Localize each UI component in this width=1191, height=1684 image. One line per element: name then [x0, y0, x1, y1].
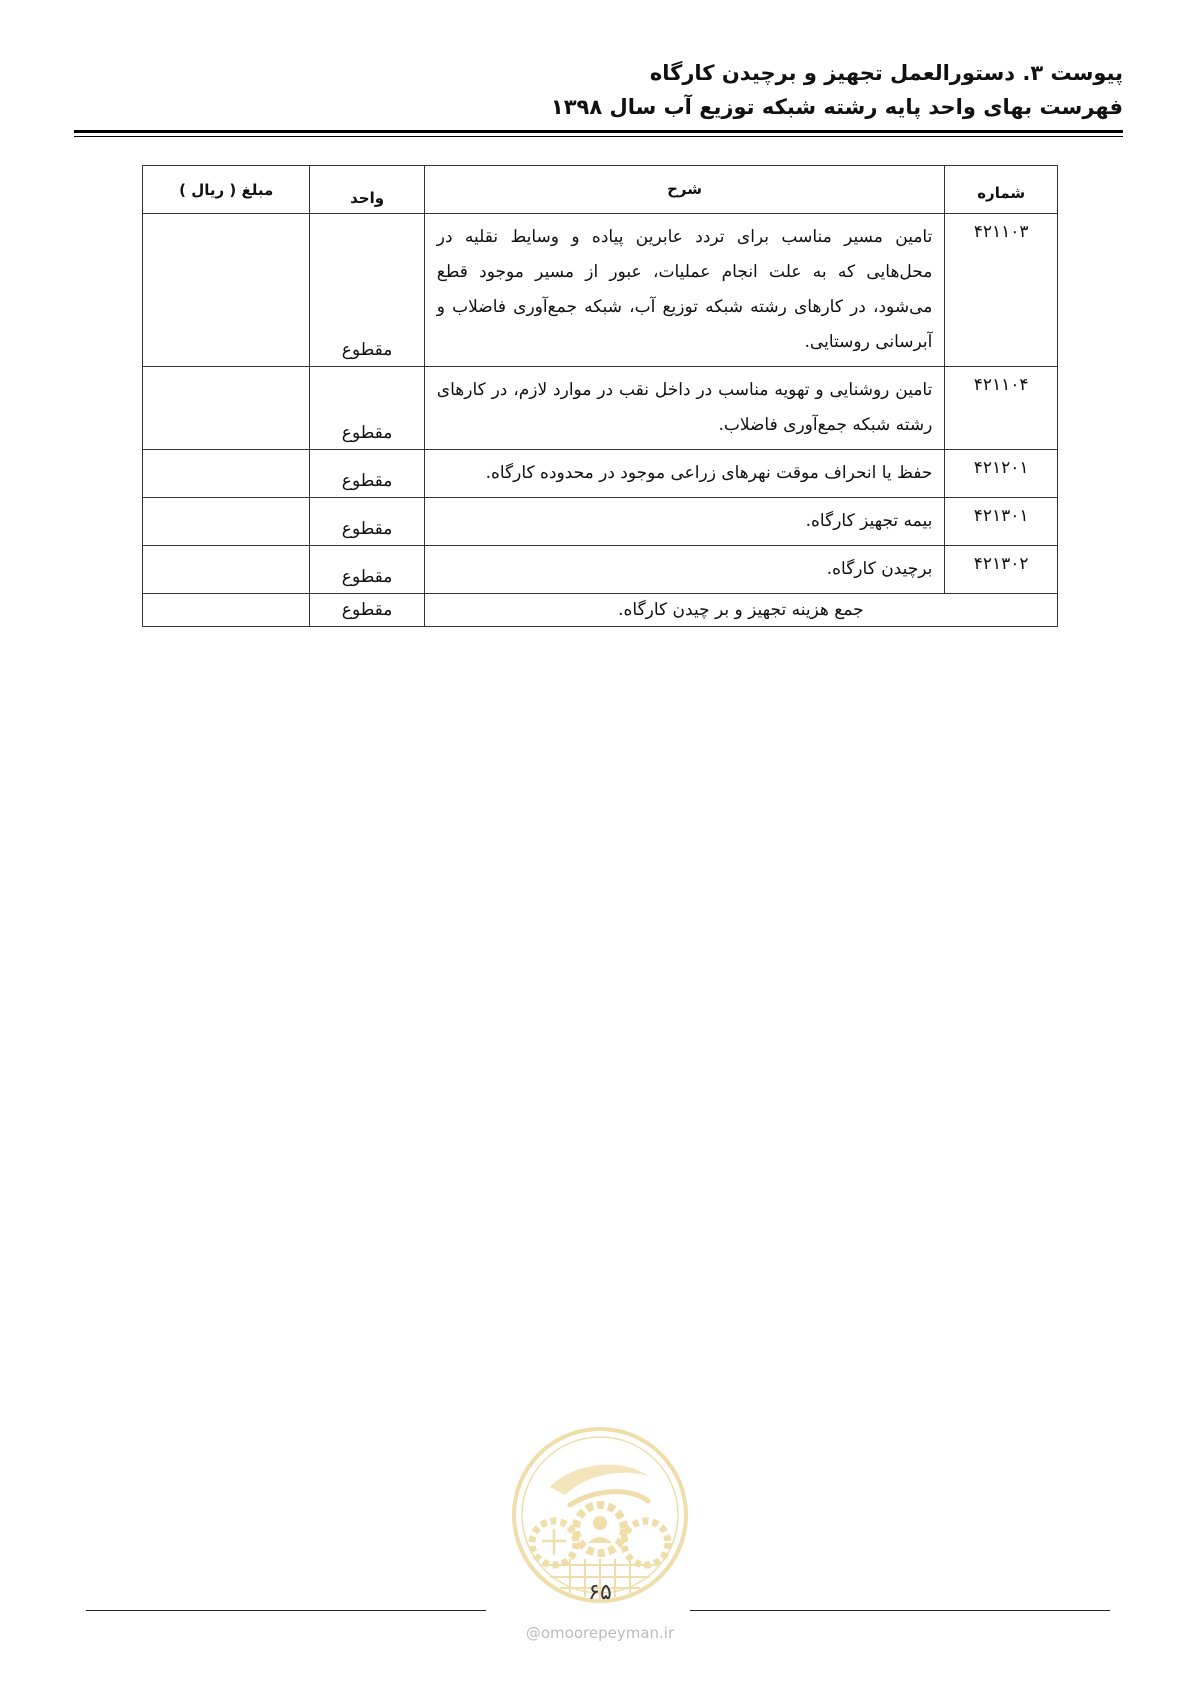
- table-row: [143, 450, 1058, 498]
- table-total-row: [143, 594, 1058, 627]
- total-unit: مقطوع: [310, 594, 424, 627]
- table-header-row: [143, 166, 1058, 214]
- document-title: فهرست بهای واحد پایه رشته شبکه توزیع آب سال ۱۳۹۸: [550, 95, 1123, 119]
- page-header: [68, 56, 1123, 124]
- header-number: شماره: [945, 166, 1058, 214]
- row-unit: مقطوع: [310, 450, 424, 498]
- row-description: بیمه تجهیز کارگاه.: [424, 498, 945, 546]
- table-row: [143, 367, 1058, 450]
- row-unit: مقطوع: [310, 498, 424, 546]
- page-number: ۶۵: [588, 1580, 612, 1605]
- table-row: [143, 546, 1058, 594]
- row-amount: [143, 498, 310, 546]
- row-number: ۴۲۱۳۰۲: [945, 546, 1058, 594]
- emblem-logo-icon: [510, 1425, 690, 1605]
- appendix-title: پیوست ۳. دستورالعمل تجهیز و برچیدن کارگاه: [649, 61, 1123, 85]
- row-number: ۴۲۱۳۰۱: [945, 498, 1058, 546]
- row-description: تامین مسیر مناسب برای تردد عابرین پیاده و وسایط نقلیه در محل‌هایی که به علت انجام عملیات، عبور از مسیر موجود قطع می‌شود، در کارهای رشته شبکه توزیع آب، شبکه جمع‌آوری فاضلاب و آبرسانی روستایی.: [424, 214, 945, 367]
- row-amount: [143, 214, 310, 367]
- footer-rule-right: [690, 1610, 1110, 1611]
- row-number: ۴۲۱۱۰۴: [945, 367, 1058, 450]
- row-amount: [143, 367, 310, 450]
- row-unit: مقطوع: [310, 546, 424, 594]
- total-amount: [143, 594, 310, 627]
- row-amount: [143, 546, 310, 594]
- row-unit: مقطوع: [310, 367, 424, 450]
- header-description: شرح: [424, 166, 945, 214]
- row-amount: [143, 450, 310, 498]
- header-unit: واحد: [310, 166, 424, 214]
- table-row: [143, 498, 1058, 546]
- price-list-table: [142, 165, 1058, 627]
- row-number: ۴۲۱۱۰۳: [945, 214, 1058, 367]
- row-description: تامین روشنایی و تهویه مناسب در داخل نقب در موارد لازم، در کارهای رشته شبکه جمع‌آوری فاضلاب.: [424, 367, 945, 450]
- header-rule-thick: [74, 130, 1123, 133]
- watermark-text: @omoorepeyman.ir: [525, 1624, 675, 1642]
- row-description: حفظ یا انحراف موقت نهرهای زراعی موجود در محدوده کارگاه.: [424, 450, 945, 498]
- header-rule-thin: [74, 136, 1123, 137]
- row-number: ۴۲۱۲۰۱: [945, 450, 1058, 498]
- table-row: [143, 214, 1058, 367]
- row-description: برچیدن کارگاه.: [424, 546, 945, 594]
- row-unit: مقطوع: [310, 214, 424, 367]
- total-description: جمع هزینه تجهیز و بر چیدن کارگاه.: [424, 594, 1057, 627]
- footer-rule-left: [86, 1610, 486, 1611]
- header-amount: مبلغ ( ریال ): [143, 166, 310, 214]
